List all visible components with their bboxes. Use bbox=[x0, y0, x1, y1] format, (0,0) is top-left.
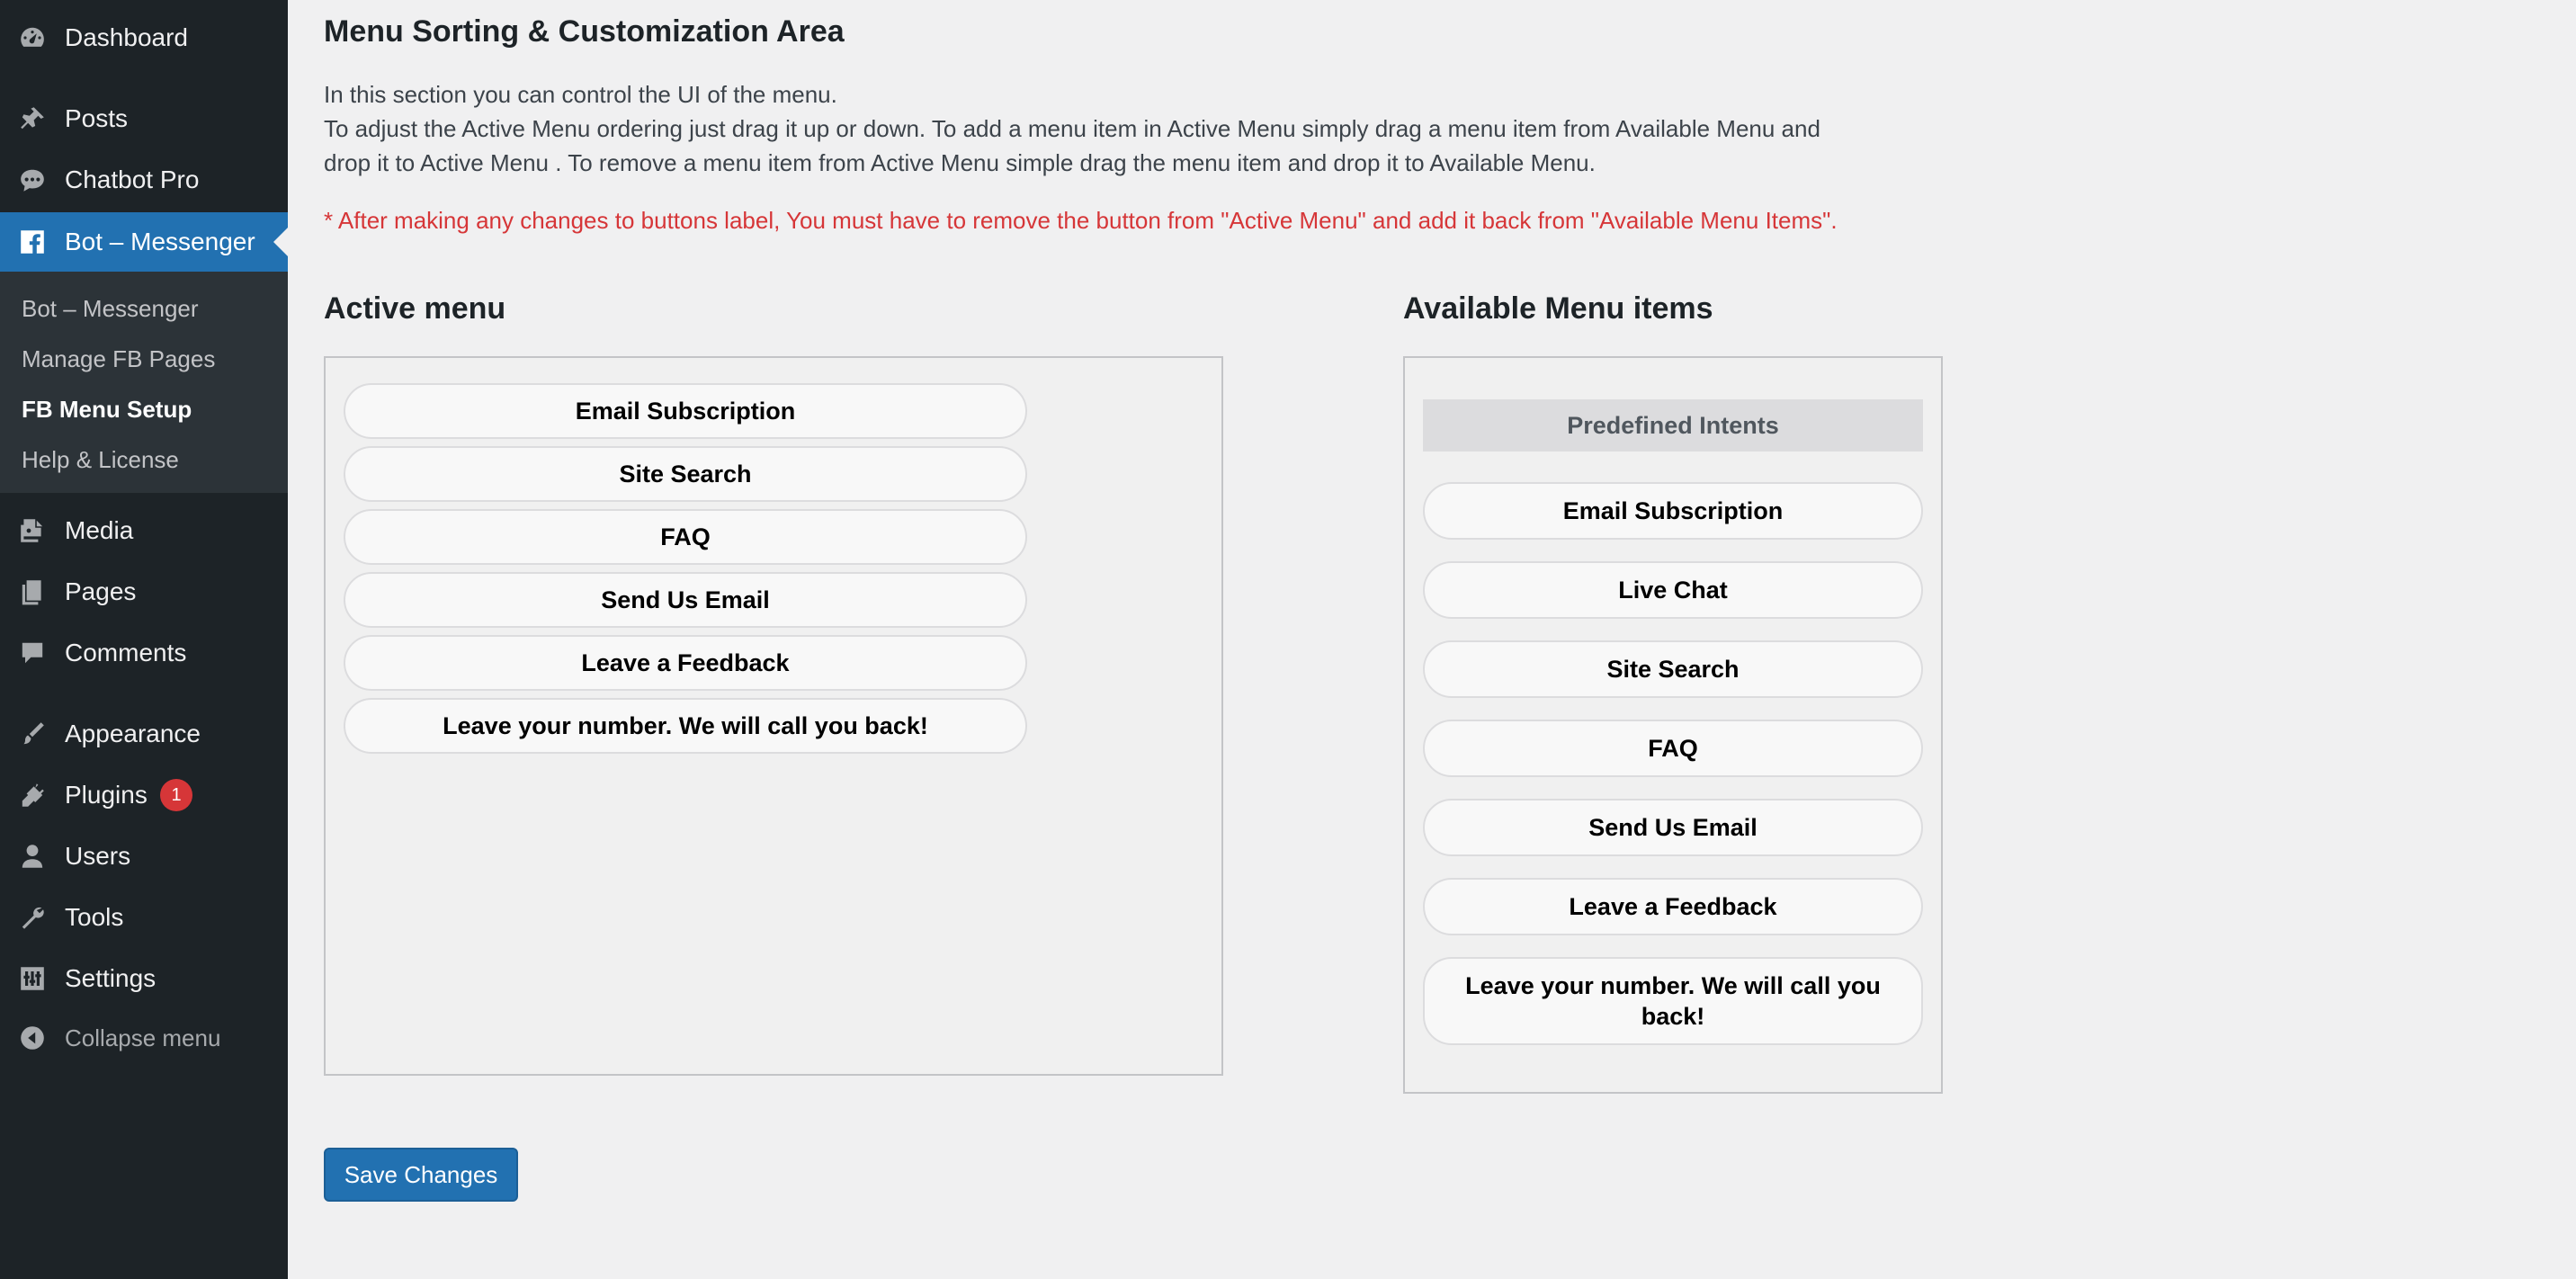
facebook-icon bbox=[18, 228, 47, 256]
update-count-badge: 1 bbox=[160, 779, 192, 811]
sidebar-item-label: Settings bbox=[65, 964, 157, 992]
save-changes-button[interactable]: Save Changes bbox=[324, 1148, 518, 1202]
available-menu-title: Available Menu items bbox=[1403, 291, 1713, 326]
pin-icon bbox=[18, 104, 47, 133]
media-icon bbox=[18, 516, 47, 545]
collapse-menu-button[interactable] bbox=[0, 1009, 288, 1067]
page-title: Menu Sorting & Customization Area bbox=[324, 14, 845, 49]
active-menu-item[interactable]: Site Search bbox=[344, 446, 1027, 502]
sidebar-item-chatbot-pro[interactable] bbox=[0, 151, 288, 209]
sidebar-item-label: Pages bbox=[65, 577, 137, 605]
predefined-intents-header: Predefined Intents bbox=[1423, 399, 1923, 452]
submenu-item-manage-fb-pages[interactable]: Manage FB Pages bbox=[22, 345, 216, 372]
sidebar-item-bot-messenger[interactable] bbox=[0, 212, 288, 272]
warning-note: * After making any changes to buttons label, You must have to remove the button from "Active Menu" and add it back from "Available Menu Items". bbox=[324, 207, 1838, 234]
sidebar-item-label: Media bbox=[65, 516, 134, 544]
sidebar-item-users[interactable] bbox=[0, 827, 288, 885]
available-menu-item[interactable]: Live Chat bbox=[1423, 561, 1923, 619]
sidebar-item-label: Bot – Messenger bbox=[65, 228, 255, 255]
sidebar-item-tools[interactable] bbox=[0, 889, 288, 946]
description-line: To adjust the Active Menu ordering just drag it up or down. To add a menu item in Active Menu simply drag a menu item from Available Menu and bbox=[324, 115, 1820, 142]
sliders-icon bbox=[18, 964, 47, 993]
sidebar-item-label: Comments bbox=[65, 639, 187, 666]
sidebar-item-label: Dashboard bbox=[65, 23, 188, 51]
comment-icon bbox=[18, 639, 47, 667]
main-content bbox=[288, 0, 2576, 1279]
active-menu-item[interactable]: FAQ bbox=[344, 509, 1027, 565]
admin-sidebar bbox=[0, 0, 288, 1279]
available-menu-item[interactable]: Email Subscription bbox=[1423, 482, 1923, 540]
active-menu-item[interactable]: Send Us Email bbox=[344, 572, 1027, 628]
active-menu-item[interactable]: Leave your number. We will call you back! bbox=[344, 698, 1027, 754]
sidebar-item-label: Chatbot Pro bbox=[65, 165, 200, 193]
description-line: In this section you can control the UI of the menu. bbox=[324, 81, 837, 108]
active-menu-title: Active menu bbox=[324, 291, 506, 326]
active-menu-item[interactable]: Email Subscription bbox=[344, 383, 1027, 439]
sidebar-item-dashboard[interactable] bbox=[0, 9, 288, 67]
active-menu-item[interactable]: Leave a Feedback bbox=[344, 635, 1027, 691]
submenu-item-help-license[interactable]: Help & License bbox=[22, 446, 179, 473]
sidebar-item-comments[interactable] bbox=[0, 624, 288, 682]
active-menu-dropzone[interactable] bbox=[324, 356, 1223, 1076]
sidebar-item-media[interactable] bbox=[0, 502, 288, 559]
sidebar-item-label: Tools bbox=[65, 903, 124, 931]
sidebar-item-label: Users bbox=[65, 842, 131, 870]
available-menu-dropzone[interactable] bbox=[1403, 356, 1943, 1094]
sidebar-item-label: Plugins bbox=[65, 781, 148, 809]
sidebar-submenu bbox=[0, 272, 288, 493]
collapse-arrow-icon bbox=[18, 1024, 47, 1052]
description-line: drop it to Active Menu . To remove a menu item from Active Menu simple drag the menu item and drop it to Available Menu. bbox=[324, 149, 1596, 176]
submenu-item-bot-messenger[interactable]: Bot – Messenger bbox=[22, 295, 199, 322]
submenu-item-fb-menu-setup[interactable]: FB Menu Setup bbox=[22, 396, 192, 423]
sidebar-item-plugins[interactable] bbox=[0, 766, 288, 824]
collapse-menu-label: Collapse menu bbox=[65, 1024, 221, 1051]
available-menu-item[interactable]: Send Us Email bbox=[1423, 799, 1923, 856]
wrench-icon bbox=[18, 903, 47, 932]
plug-icon bbox=[18, 781, 47, 809]
chat-bubble-icon bbox=[18, 165, 47, 194]
sidebar-item-label: Posts bbox=[65, 104, 129, 132]
sidebar-item-posts[interactable] bbox=[0, 90, 288, 148]
pages-icon bbox=[18, 577, 47, 606]
dashboard-icon bbox=[18, 23, 47, 52]
sidebar-item-pages[interactable] bbox=[0, 563, 288, 621]
paintbrush-icon bbox=[18, 720, 47, 748]
available-menu-item[interactable]: FAQ bbox=[1423, 720, 1923, 777]
available-menu-item[interactable]: Site Search bbox=[1423, 640, 1923, 698]
available-menu-item[interactable]: Leave a Feedback bbox=[1423, 878, 1923, 935]
available-menu-item[interactable]: Leave your number. We will call you back! bbox=[1423, 957, 1923, 1045]
user-icon bbox=[18, 842, 47, 871]
sidebar-item-appearance[interactable] bbox=[0, 705, 288, 763]
sidebar-item-label: Appearance bbox=[65, 720, 201, 747]
sidebar-item-settings[interactable] bbox=[0, 950, 288, 1007]
